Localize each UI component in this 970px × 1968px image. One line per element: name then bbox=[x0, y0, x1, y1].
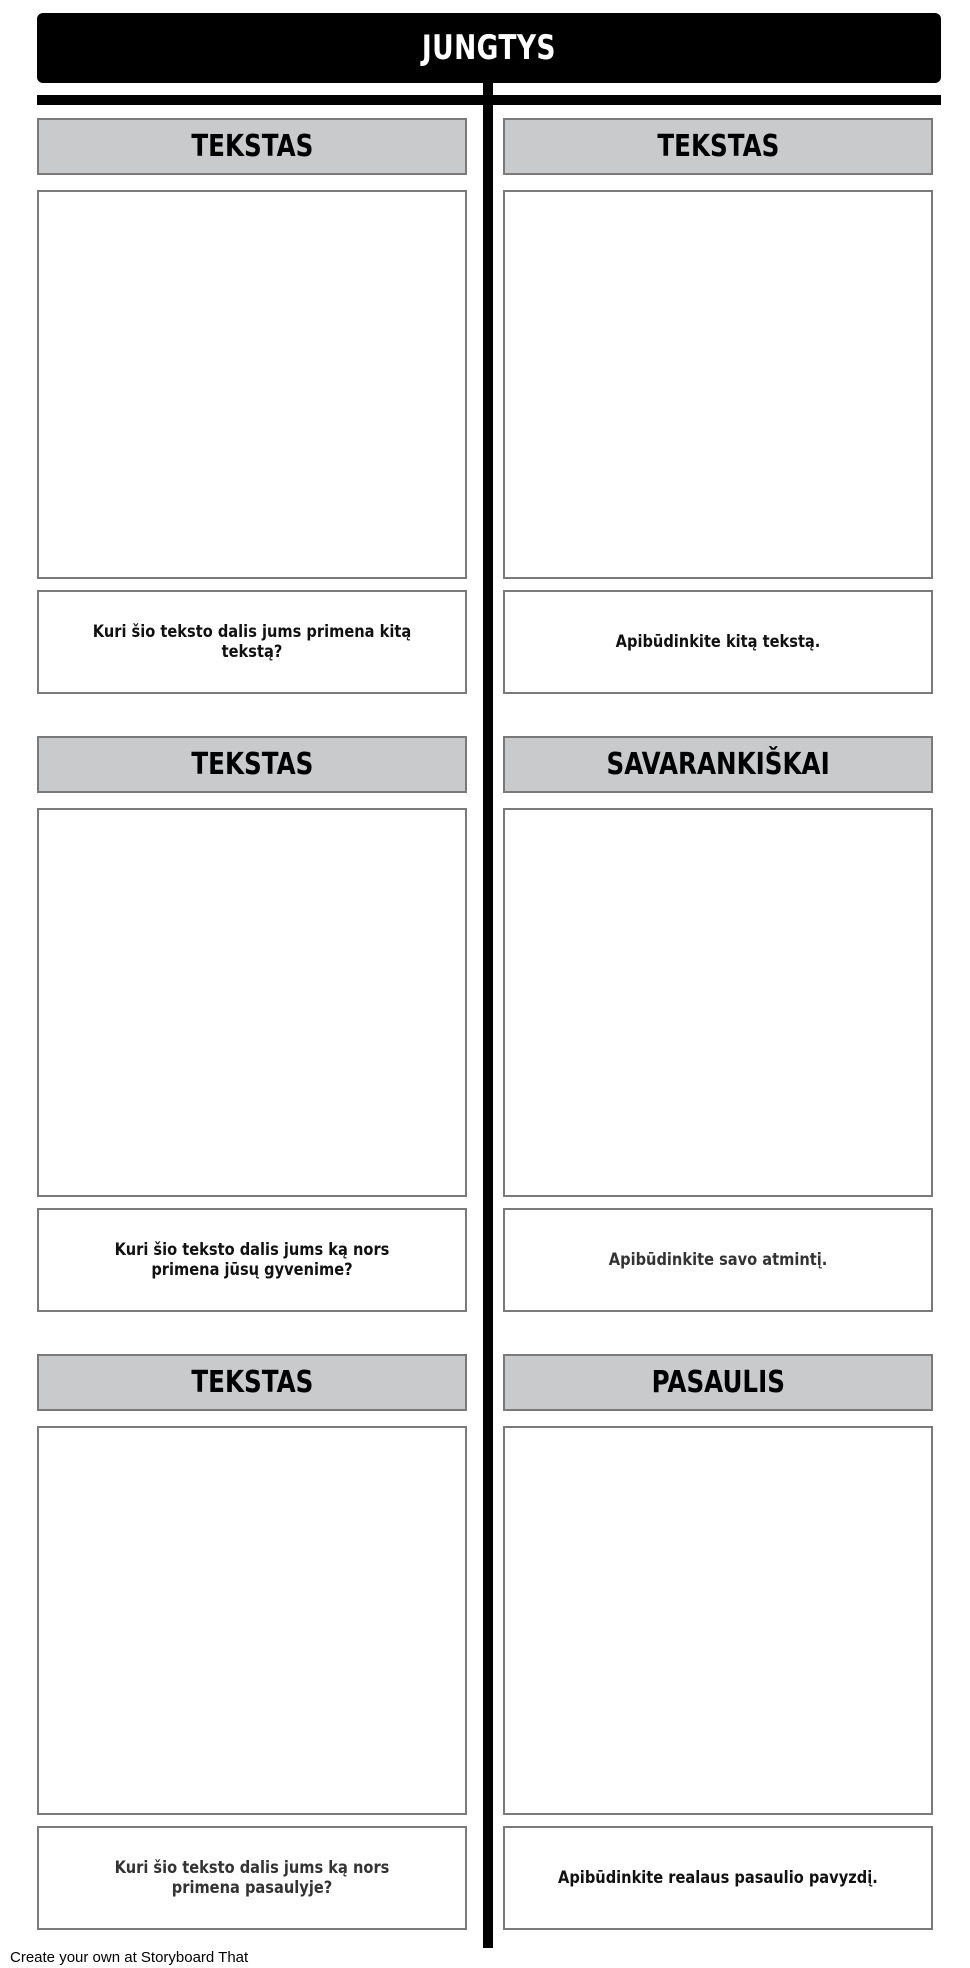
cell-6-text-area[interactable] bbox=[503, 1826, 933, 1930]
cell-2-image-area[interactable] bbox=[503, 190, 933, 579]
cell-4-prompt: Apibūdinkite savo atmintį. bbox=[608, 1250, 828, 1270]
cell-3-header-label: TEKSTAS bbox=[190, 747, 314, 782]
cell-2-header bbox=[503, 118, 933, 175]
page-title: JUNGTYS bbox=[421, 28, 557, 68]
cell-2-text-area[interactable] bbox=[503, 590, 933, 694]
footer-credit[interactable]: Create your own at Storyboard That bbox=[10, 1949, 249, 1966]
cell-6-prompt: Apibūdinkite realaus pasaulio pavyzdį. bbox=[558, 1868, 878, 1888]
cell-1-header-label: TEKSTAS bbox=[190, 129, 314, 164]
cell-4-image-area[interactable] bbox=[503, 808, 933, 1197]
cell-2-prompt: Apibūdinkite kitą tekstą. bbox=[615, 632, 821, 652]
cell-5-text-area[interactable] bbox=[37, 1826, 467, 1930]
title-bar bbox=[37, 13, 941, 83]
cell-1-text-area[interactable] bbox=[37, 590, 467, 694]
cell-3-header bbox=[37, 736, 467, 793]
cell-5-header bbox=[37, 1354, 467, 1411]
cell-4-text-area[interactable] bbox=[503, 1208, 933, 1312]
cell-5-prompt: Kuri šio teksto dalis jums ką nors primena pasaulyje? bbox=[114, 1858, 390, 1898]
cell-1-prompt: Kuri šio teksto dalis jums primena kitą tekstą? bbox=[92, 622, 412, 662]
cell-6-header bbox=[503, 1354, 933, 1411]
cell-6-header-label: PASAULIS bbox=[651, 1365, 785, 1400]
cell-1-image-area[interactable] bbox=[37, 190, 467, 579]
cell-3-image-area[interactable] bbox=[37, 808, 467, 1197]
cell-4-header bbox=[503, 736, 933, 793]
cell-6-image-area[interactable] bbox=[503, 1426, 933, 1815]
cell-3-text-area[interactable] bbox=[37, 1208, 467, 1312]
cell-3-prompt: Kuri šio teksto dalis jums ką nors primena jūsų gyvenime? bbox=[114, 1240, 390, 1280]
cell-4-header-label: SAVARANKIŠKAI bbox=[606, 747, 830, 782]
cell-1-header bbox=[37, 118, 467, 175]
cell-5-image-area[interactable] bbox=[37, 1426, 467, 1815]
vertical-divider bbox=[483, 83, 493, 1948]
cell-2-header-label: TEKSTAS bbox=[656, 129, 780, 164]
cell-5-header-label: TEKSTAS bbox=[190, 1365, 314, 1400]
